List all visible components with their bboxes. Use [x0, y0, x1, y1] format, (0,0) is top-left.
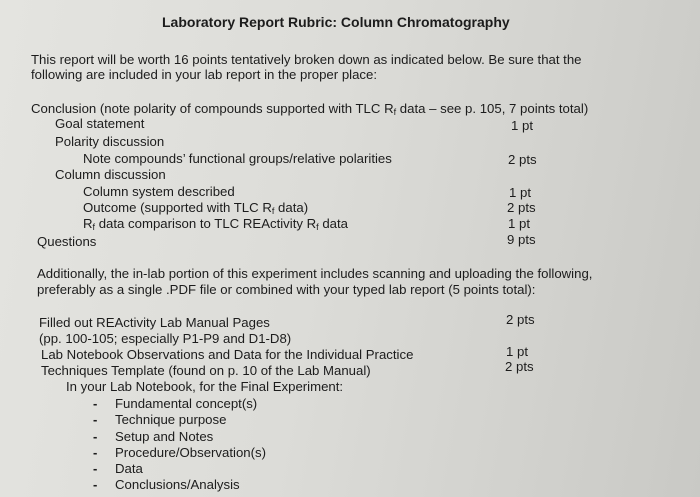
techniques-template-points: 2 pts	[505, 359, 534, 374]
filled-out-points: 2 pts	[506, 312, 535, 327]
rf-subscript: f	[316, 222, 319, 232]
intro-line-2: following are included in your lab report in the proper place:	[31, 67, 378, 82]
dash-bullet-icon: -	[93, 412, 98, 427]
functional-groups-points: 2 pts	[508, 152, 537, 167]
goal-statement-points: 1 pt	[511, 118, 533, 133]
outcome-text-a: Outcome (supported with TLC R	[83, 200, 272, 215]
bullet-procedure-observations: Procedure/Observation(s)	[115, 445, 266, 460]
techniques-template-label: Techniques Template (found on p. 10 of the Lab Manual)	[41, 363, 371, 378]
rf-comparison-text-c: data	[318, 216, 349, 231]
lab-notebook-label: Lab Notebook Observations and Data for the Individual Practice	[41, 347, 414, 362]
outcome-points: 2 pts	[507, 200, 536, 215]
rf-comparison-text-b: data comparison to TLC REActivity R	[95, 216, 317, 231]
bullet-conclusions-analysis: Conclusions/Analysis	[115, 477, 240, 492]
dash-bullet-icon: -	[93, 477, 98, 492]
final-experiment-label: In your Lab Notebook, for the Final Experiment:	[66, 379, 344, 394]
questions-points: 9 pts	[507, 232, 536, 247]
conclusion-heading-text-b: data – see p. 105, 7 points total)	[396, 101, 589, 116]
rf-subscript: f	[393, 107, 397, 117]
functional-groups-label: Note compounds’ functional groups/relative polarities	[83, 151, 392, 166]
filled-out-label: Filled out REActivity Lab Manual Pages	[39, 315, 270, 330]
dash-bullet-icon: -	[93, 396, 98, 411]
rf-subscript: f	[92, 222, 96, 232]
rf-comparison-points: 1 pt	[508, 216, 530, 231]
document-title: Laboratory Report Rubric: Column Chromatography	[162, 14, 510, 30]
bullet-fundamental-concepts: Fundamental concept(s)	[115, 396, 258, 411]
dash-bullet-icon: -	[93, 445, 98, 460]
column-system-label: Column system described	[83, 184, 235, 199]
conclusion-heading-text-a: Conclusion (note polarity of compounds supported with TLC R	[31, 101, 394, 116]
outcome-text-b: data)	[274, 200, 309, 215]
intro-line-1: This report will be worth 16 points tentatively broken down as indicated below. Be sure that the	[31, 52, 582, 67]
rf-comparison-text-a: R	[83, 216, 93, 231]
rf-comparison-label	[83, 216, 348, 235]
rf-subscript: f	[271, 206, 275, 216]
goal-statement-label: Goal statement	[55, 116, 145, 131]
dash-bullet-icon: -	[93, 429, 98, 444]
column-system-points: 1 pt	[509, 185, 531, 200]
polarity-discussion-label: Polarity discussion	[55, 134, 165, 149]
pages-note: (pp. 100-105; especially P1-P9 and D1-D8)	[39, 331, 292, 346]
additional-line-2: preferably as a single .PDF file or combined with your typed lab report (5 points total):	[37, 282, 536, 297]
bullet-technique-purpose: Technique purpose	[115, 412, 227, 427]
questions-label: Questions	[37, 234, 97, 249]
additional-line-1: Additionally, the in-lab portion of this experiment includes scanning and uploading the following,	[37, 266, 593, 281]
lab-notebook-points: 1 pt	[506, 344, 528, 359]
dash-bullet-icon: -	[93, 461, 98, 476]
bullet-setup-and-notes: Setup and Notes	[115, 429, 214, 444]
bullet-data: Data	[115, 461, 143, 476]
column-discussion-label: Column discussion	[55, 167, 166, 182]
